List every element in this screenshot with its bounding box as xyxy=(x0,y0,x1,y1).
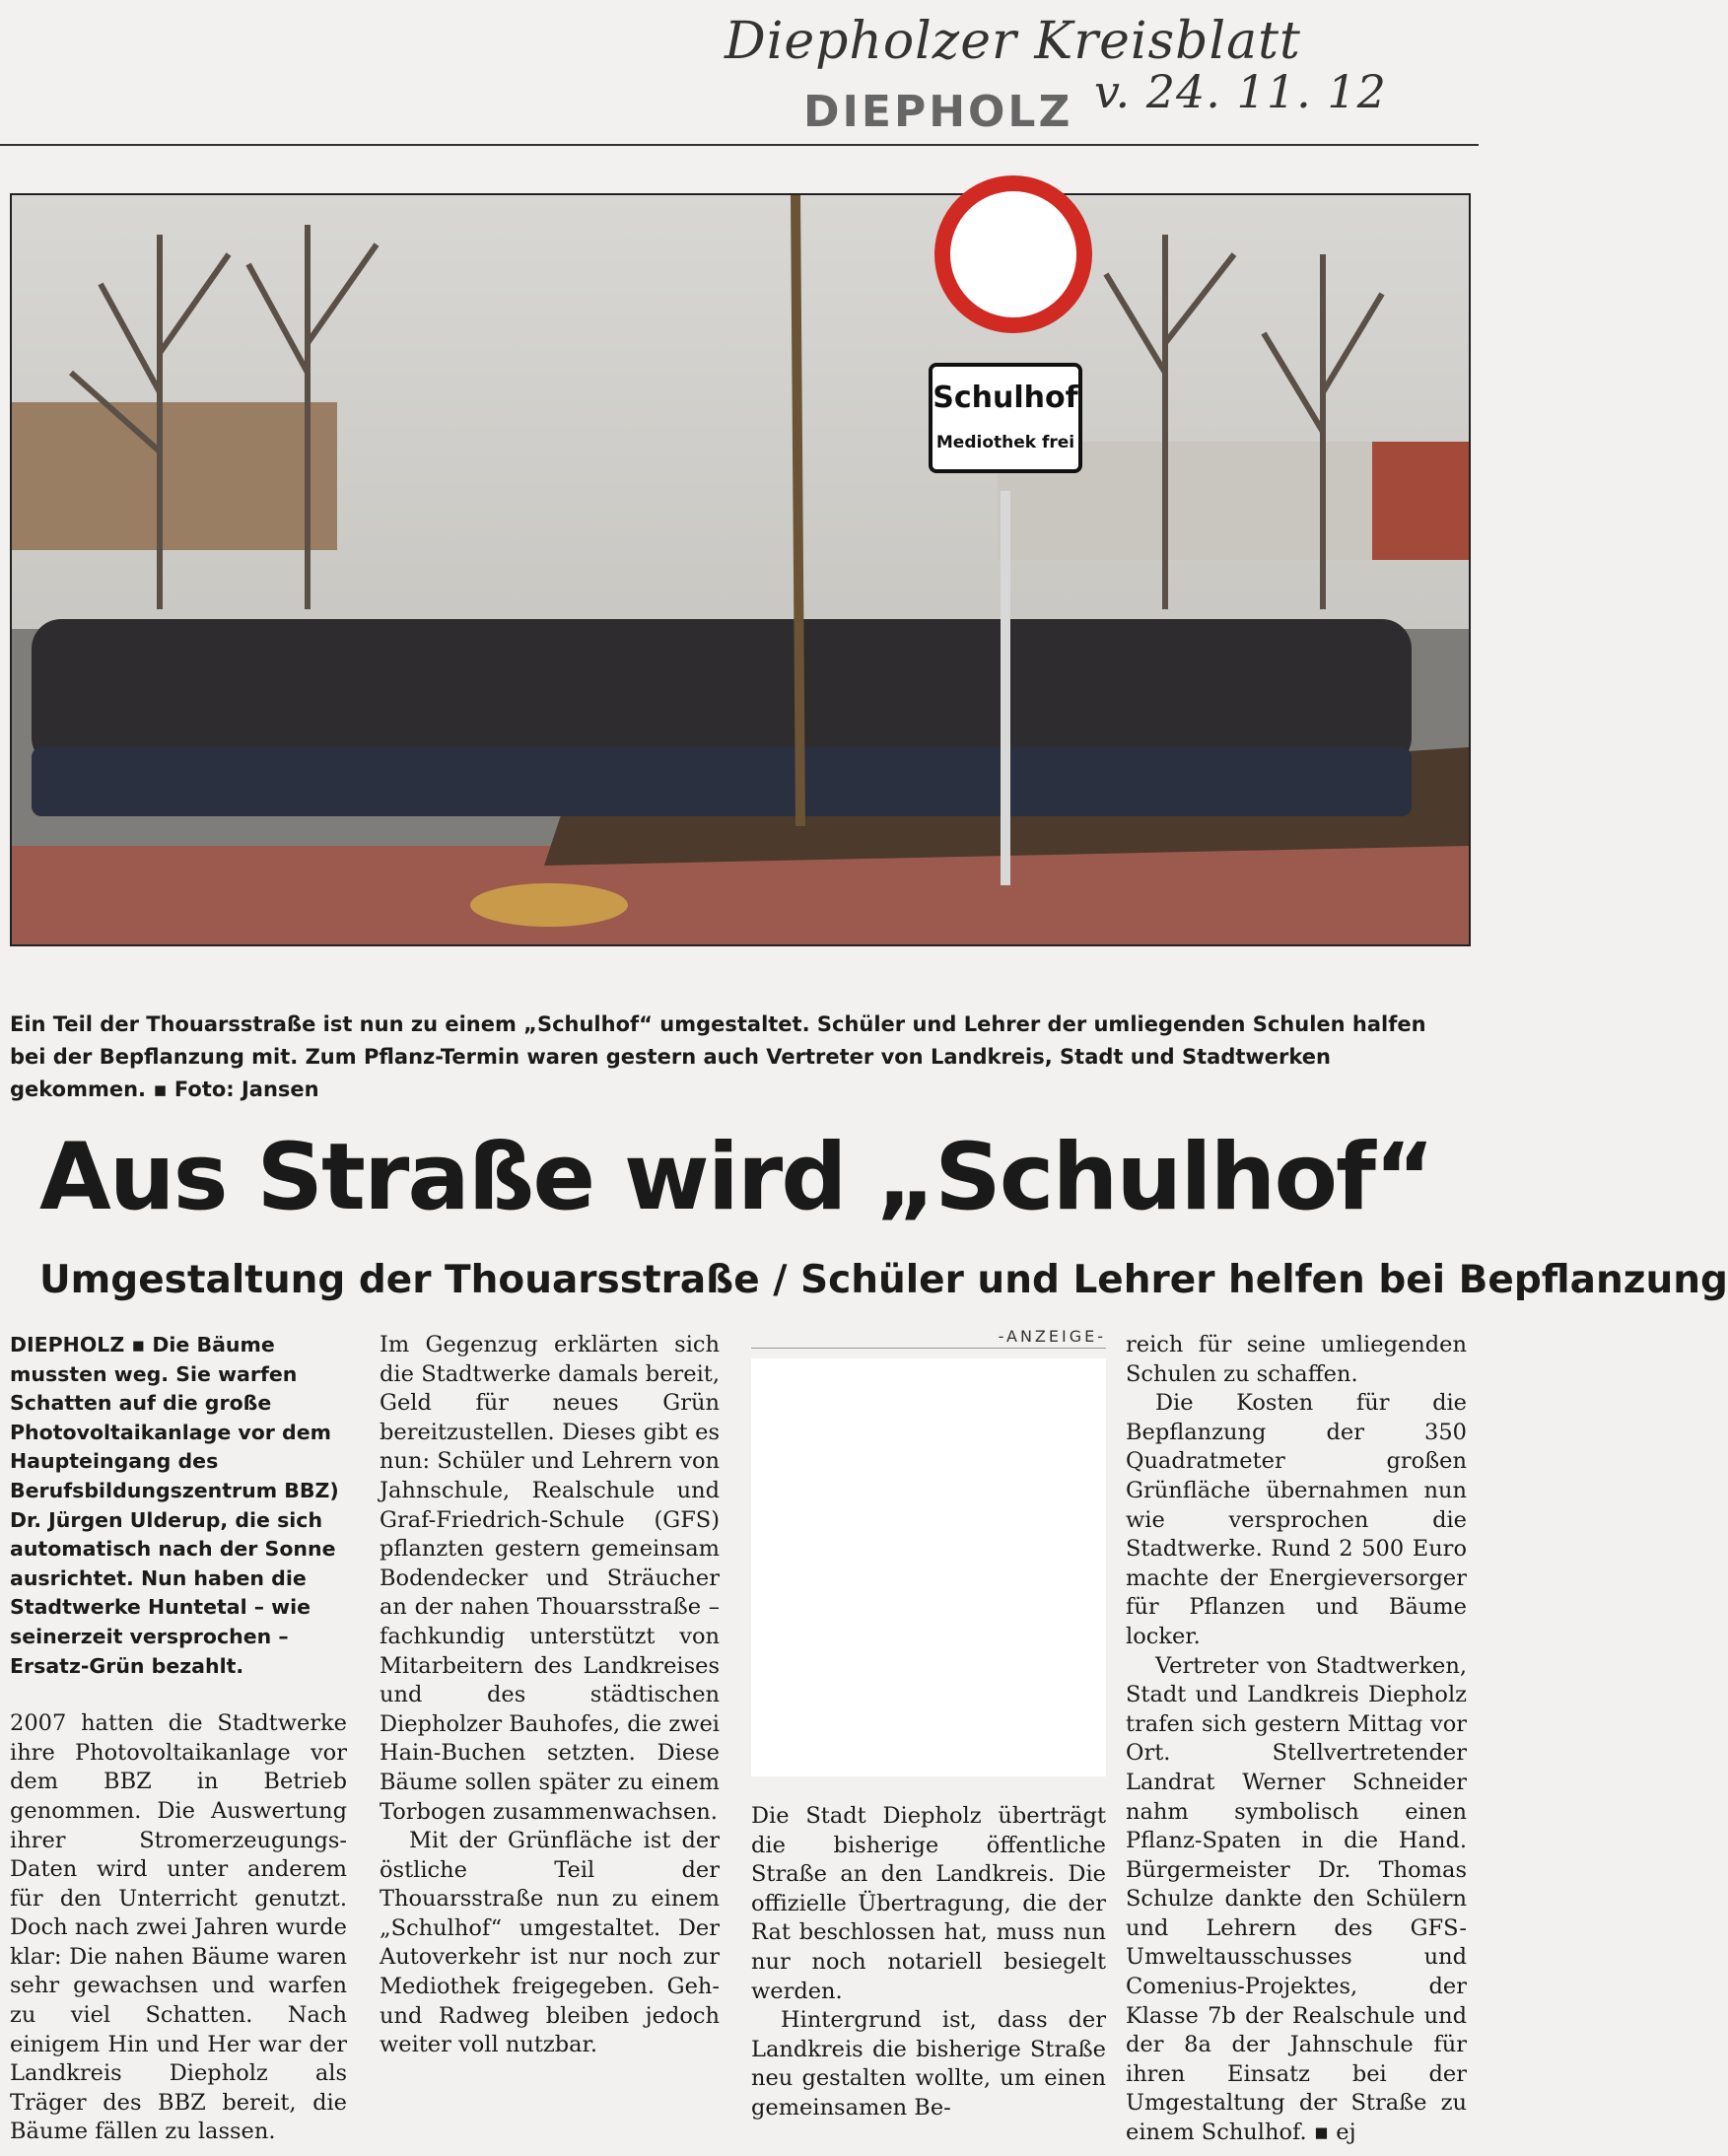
article-photo xyxy=(10,193,1471,946)
header-divider xyxy=(0,144,1479,146)
handwritten-date-note: v. 24. 11. 12 xyxy=(1094,65,1387,118)
article-column-3 xyxy=(751,1802,1106,2123)
article-column-4 xyxy=(1126,1331,1467,2148)
paragraph: Die Stadt Diepholz überträgt die bisherige öffentliche Straße an den Landkreis. Die offizielle Übertragung, die der Rat beschlossen hat, muss nun nur noch notariell besiegelt werden. xyxy=(751,1803,1106,2004)
paragraph: Die Kosten für die Bepflanzung der 350 Quadratmeter großen Grünfläche übernahmen nun wie versprochen die Stadtwerke. Rund 2 500 Euro machte der Energieversorger für Pflanzen und Bäume locker. xyxy=(1126,1390,1467,1649)
paragraph: Mit der Grünfläche ist der östliche Teil der Thouarsstraße nun zu einem „Schulhof“ umgestaltet. Der Autoverkehr ist nur noch zur Mediothek freigegeben. Geh- und Radweg bleiben jedoch weiter voll nutzbar. xyxy=(380,1828,720,2058)
subheadline: Umgestaltung der Thouarsstraße / Schüler und Lehrer helfen bei Bepflanzung xyxy=(39,1258,1728,1302)
sign-title: Schulhof xyxy=(933,381,1078,415)
photo-caption: Ein Teil der Thouarsstraße ist nun zu einem „Schulhof“ umgestaltet. Schüler und Lehrer der umliegenden Schulen halfen bei der Bepflanzung mit. Zum Pflanz-Termin waren gestern auch Vertreter von Landkreis, Stadt und Stadtwerken gekommen. ▪ Foto: Jansen xyxy=(10,1012,1426,1101)
paragraph: reich für seine umliegenden Schulen zu schaffen. xyxy=(1126,1332,1467,1387)
paragraph: 2007 hatten die Stadtwerke ihre Photovoltaikanlage vor dem BBZ in Betrieb genommen. Die Auswertung ihrer Stromerzeugungs-Daten wird unter anderem für den Unterricht genutzt. Doch nach zwei Jahren wurde klar: Die nahen Bäume waren sehr gewachsen und warfen zu viel Schatten. Nach einigem Hin und Her war der Landkreis Diepholz als Träger des BBZ bereit, die Bäume fällen zu lassen. xyxy=(10,1710,347,2145)
photo-rope xyxy=(470,883,628,927)
article-column-2 xyxy=(380,1331,720,2060)
ad-label: -ANZEIGE- xyxy=(751,1327,1106,1349)
paragraph: Hintergrund ist, dass der Landkreis die bisherige Straße neu gestalten wollte, um einen gemeinsamen Be- xyxy=(751,2007,1106,2121)
section-title: DIEPHOLZ xyxy=(803,87,1073,137)
article-lead xyxy=(10,1331,347,1681)
photo-group-people xyxy=(32,619,1412,816)
headline: Aus Straße wird „Schulhof“ xyxy=(39,1124,1433,1231)
handwritten-source-note: Diepholzer Kreisblatt xyxy=(725,12,1301,71)
paragraph: Vertreter von Stadtwerken, Stadt und Landkreis Diepholz trafen sich gestern Mittag vor Ort. Stellvertretender Landrat Werner Schneider nahm symbolisch einen Pflanz-Spaten in die Hand. Bürgermeister Dr. Thomas Schulze dankte den Schülern und Lehrern des GFS-Umweltausschusses und Comenius-Projektes, der Klasse 7b der Realschule und der 8a der Jahnschule für ihren Einsatz bei der Umgestaltung der Straße zu einem Schulhof. ▪ ej xyxy=(1126,1652,1467,2146)
photo-building-left xyxy=(12,402,337,550)
sign-post xyxy=(1001,491,1010,885)
lead-text: Die Bäume mussten weg. Sie warfen Schatten auf die große Photovoltaikanlage vor dem Haupteingang des Berufsbildungszentrum BBZ) Dr. Jürgen Ulderup, die sich automatisch nach der Sonne ausrichtet. Nun haben die Stadtwerke Huntetal – wie seinerzeit versprochen – Ersatz-Grün bezahlt. xyxy=(10,1333,339,1678)
photo-young-tree xyxy=(795,195,800,826)
paragraph: Im Gegenzug erklärten sich die Stadtwerke damals bereit, Geld für neues Grün bereitzustellen. Dieses gibt es nun: Schüler und Lehrern von Jahnschule, Realschule und Graf-Friedrich-Schule (GFS) pflanzten gestern gemeinsam Bodendecker und Sträucher an der nahen Thouarsstraße – fachkundig unterstützt von Mitarbeitern des Landkreises und des städtischen Diepholzer Bauhofes, die zwei Hain-Buchen setzten. Diese Bäume sollen später zu einem Torbogen zusammenwachsen. xyxy=(380,1332,720,1825)
ad-placeholder xyxy=(751,1358,1106,1776)
sign-subtitle: Mediothek frei xyxy=(935,433,1075,452)
dateline: DIEPHOLZ ▪ xyxy=(10,1333,146,1356)
no-entry-sign xyxy=(942,183,1084,325)
article-column-1 xyxy=(10,1331,347,2147)
